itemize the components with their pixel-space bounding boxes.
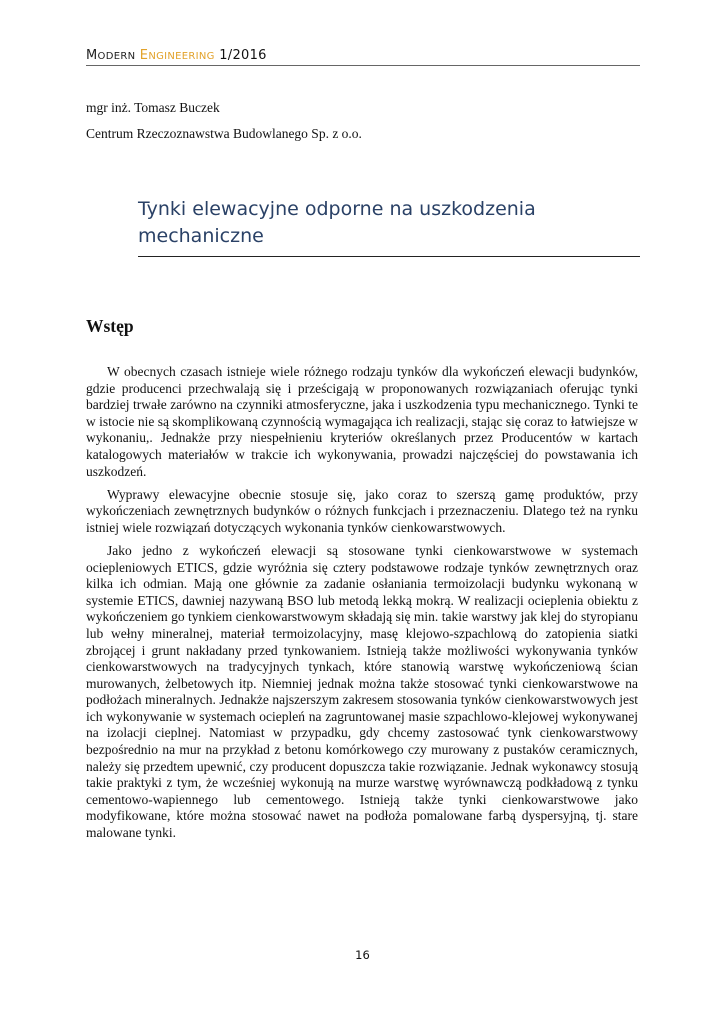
body-text [86, 364, 638, 848]
author-name: mgr inż. Tomasz Buczek [86, 100, 220, 115]
journal-issue: 1/2016 [219, 48, 267, 63]
paragraph-2: Wyprawy elewacyjne obecnie stosuje się, jako coraz to szerszą gamę produktów, przy wykończeniach zewnętrznych budynków o różnych funkcjach i przeznaczeniu. Dlatego też na rynku istniej wiele rozwiązań dotyczących wykonania tynków cienkowarstwowych. [86, 486, 638, 535]
section-heading: Wstęp [86, 316, 134, 336]
paragraph-1: W obecnych czasach istnieje wiele różnego rodzaju tynków dla wykończeń elewacji budynków, gdzie producenci przechwalają się i prześcigają w proponowanych rozwiązaniach oferując tynki bardziej trwałe zarówno na czynniki atmosferyczne, jaka i uszkodzenia typu mechanicznego. Tynki te w istocie nie są skomplikowaną czynnością wymagająca ich realizacji, stając się coraz to łatwiejsze w wykonaniu,. Jednakże przy niespełnieniu kryteriów określanych przez Producentów w kartach katalogowych materiałów w trakcie ich wykonywania, prowadzi najczęściej do powstawania ich uszkodzeń. [86, 364, 638, 479]
article-title-line-1: Tynki elewacyjne odporne na uszkodzenia [138, 198, 536, 220]
article-title-line-2: mechaniczne [138, 225, 264, 247]
author-affiliation: Centrum Rzeczoznawstwa Budowlanego Sp. z o.o. [86, 126, 362, 141]
article-title-block [138, 196, 640, 257]
paragraph-3: Jako jedno z wykończeń elewacji są stosowane tynki cienkowarstwowe w systemach ociepleniowych ETICS, gdzie wyróżnia się cztery podstawowe rodzaje tynków zewnętrznych oraz kilka ich odmian. Mają one głównie za zadanie osłaniania termoizolacji budynku wykonaną w systemie ETICS, dawniej nazywaną BSO lub metodą lekką mokrą. W realizacji ocieplenia obiektu z wykończeniem go tynkiem cienkowarstwowym składają się min. takie warstwy jak klej do styropianu lub wełny mineralnej, materiał termoizolacyjny, masę klejowo-szpachlową do zatopienia siatki zbrojącej i grunt nakładany przed tynkowaniem. Istnieją także możliwości wykonywania tynków cienkowarstwowych na tradycyjnych tynkach, które stanowią warstwę wykończeniową ścian murowanych, żelbetowych itp. Niemniej jednak można także stosować tynki cienkowarstwowe na podłożach mineralnych. Jednakże najszerszym zakresem stosowania tynków cienkowarstwowych jest ich wykonywanie w systemach ociepleń na zagruntowanej masie szpachlowo-klejowej wykonywanej na izolacji cieplnej. Natomiast w przypadku, gdy chcemy zastosować tynk cienkowarstwowy bezpośrednio na mur na przykład z betonu komórkowego czy murowany z pustaków ceramicznych, należy się przedtem upewnić, czy producent dopuszcza takie rozwiązanie. Jednak wykonawcy stosują takie praktyki z tym, że wcześniej wykonują na murze warstwę wyrównawczą podkładową z tynku cementowo-wapiennego lub cementowego. Istnieją także tynki cienkowarstwowe jako modyfikowane, które można stosować nawet na podłoża pomalowane farbą dyspersyjną, tj. stare malowane tynki. [86, 542, 638, 841]
page-number: 16 [355, 948, 370, 962]
journal-name-modern: MODERN [86, 48, 136, 63]
article-title [138, 196, 640, 250]
journal-name-engineering: ENGINEERING [139, 48, 215, 63]
running-header [86, 48, 640, 66]
